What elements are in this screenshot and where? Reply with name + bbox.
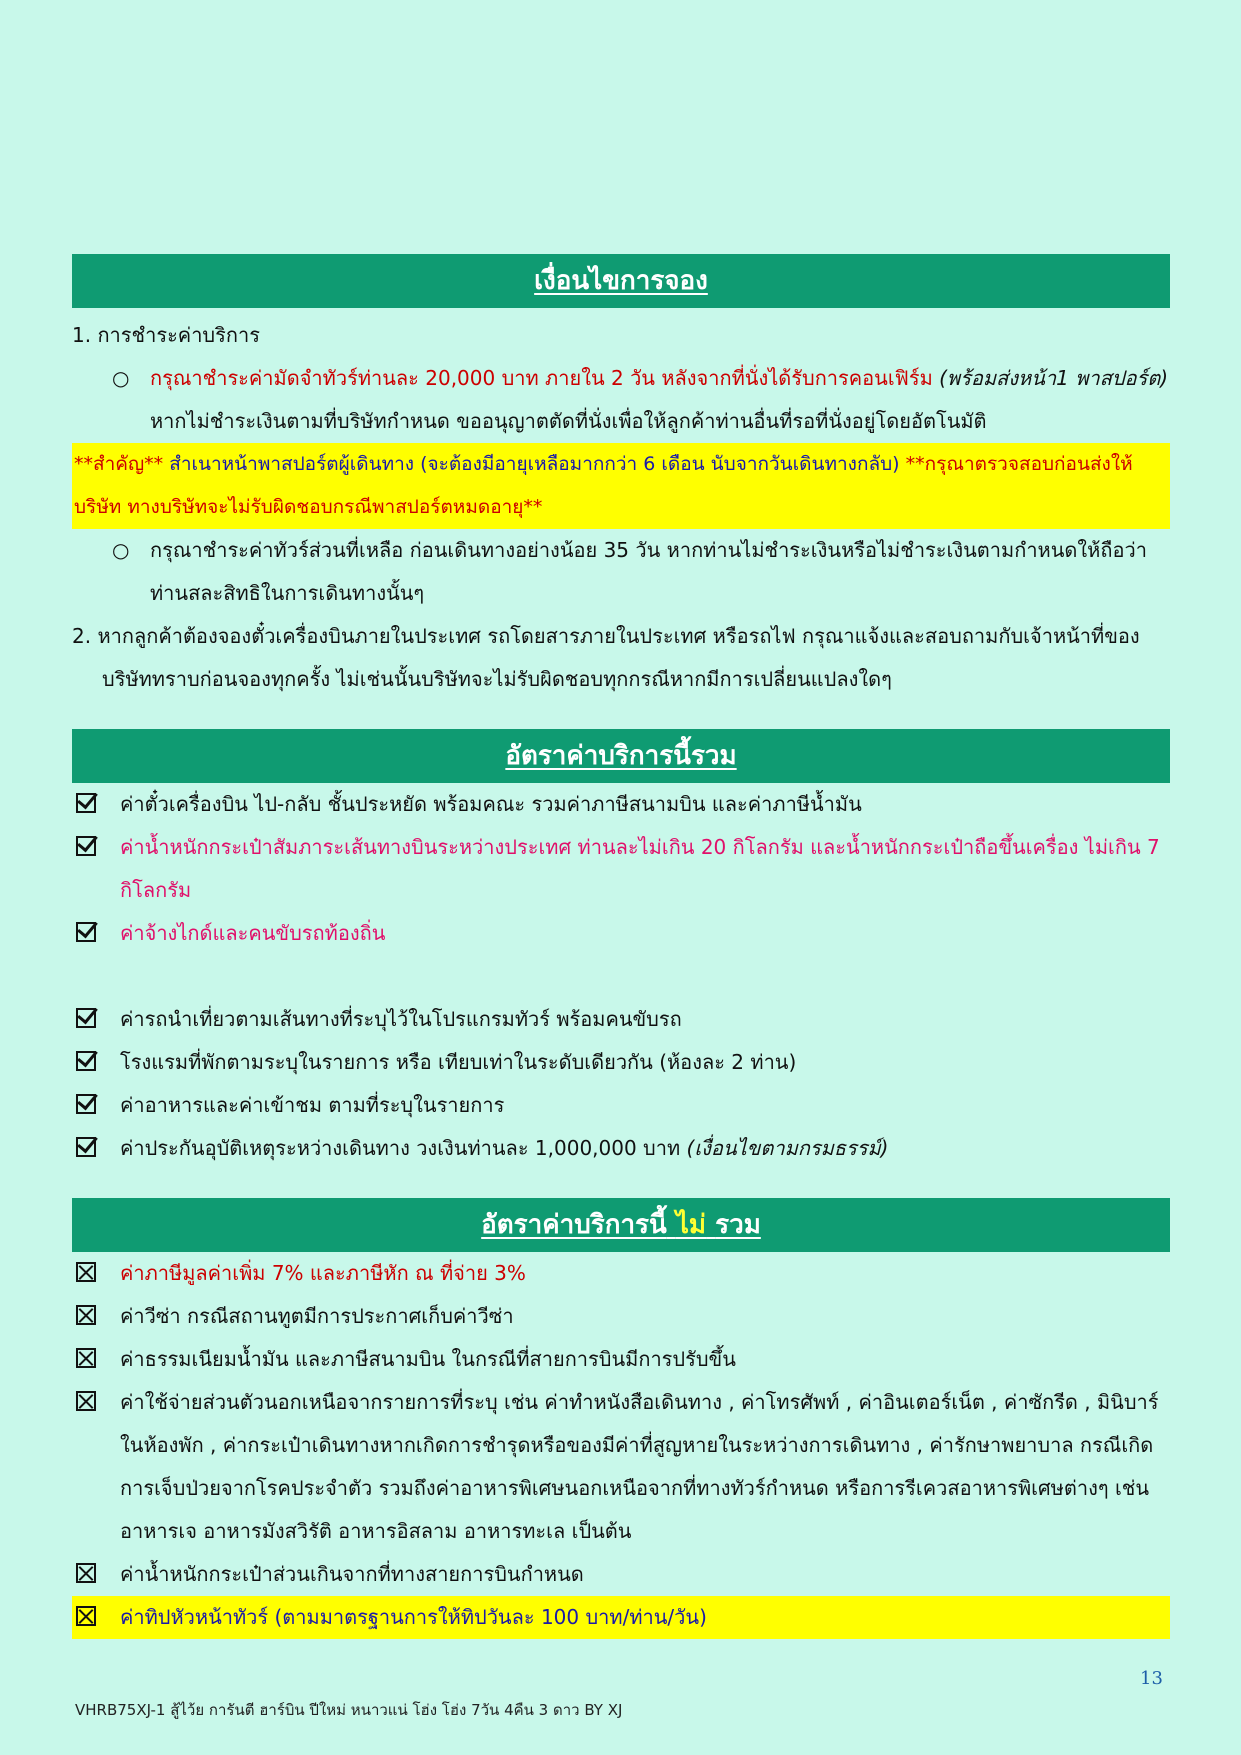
included-item: ค่าประกันอุบัติเหตุระหว่างเดินทาง วงเงินท่านละ 1,000,000 บาท (เงื่อนไขตามกรมธรรม์) bbox=[72, 1127, 1170, 1170]
checkbox-crossed-icon bbox=[76, 1391, 96, 1411]
checkbox-checked-icon bbox=[76, 1008, 96, 1028]
excluded-item: ค่าวีซ่า กรณีสถานทูตมีการประกาศเก็บค่าวีซ่า bbox=[72, 1295, 1170, 1338]
included-item: ค่ารถนำเที่ยวตามเส้นทางที่ระบุไว้ในโปรแกรมทัวร์ พร้อมคนขับรถ bbox=[72, 998, 1170, 1041]
circle-bullet-icon: ○ bbox=[112, 366, 130, 390]
booking-conditions-header: เงื่อนไขการจอง bbox=[72, 254, 1170, 308]
checkbox-crossed-icon bbox=[76, 1262, 96, 1282]
checkbox-checked-icon bbox=[76, 1137, 96, 1157]
excluded-item: ค่าภาษีมูลค่าเพิ่ม 7% และภาษีหัก ณ ที่จ่าย 3% bbox=[72, 1252, 1170, 1295]
excluded-item: ค่าธรรมเนียมน้ำมัน และภาษีสนามบิน ในกรณีที่สายการบินมีการปรับขึ้น bbox=[72, 1338, 1170, 1381]
included-item: ค่าน้ำหนักกระเป๋าสัมภาระเส้นทางบินระหว่างประเทศ ท่านละไม่เกิน 20 กิโลกรัม และน้ำหนักกระเป๋าถือขึ้นเครื่อง ไม่เกิน 7 กิโลกรัม bbox=[72, 826, 1170, 912]
excluded-item: ค่าใช้จ่ายส่วนตัวนอกเหนือจากรายการที่ระบุ เช่น ค่าทำหนังสือเดินทาง , ค่าโทรศัพท์ , ค่าอินเตอร์เน็ต , ค่าซักรีด , มินิบาร์ในห้องพัก , ค่ากระเป๋าเดินทางหากเกิดการชำรุดหรือของมีค่าที่สูญหายในระหว่างการเดินทาง , ค่ารักษาพยาบาล กรณีเกิดการเจ็บป่วยจากโรคประจำตัว รวมถึงค่าอาหารพิเศษนอกเหนือจากที่ทางทัวร์กำหนด หรือการรีเควสอาหารพิเศษต่างๆ เช่น อาหารเจ อาหารมังสวิรัติ อาหารอิสลาม อาหารทะเล เป็นต้น bbox=[72, 1381, 1170, 1553]
checkbox-crossed-icon bbox=[76, 1305, 96, 1325]
checkbox-crossed-icon bbox=[76, 1563, 96, 1583]
included-item: ค่าตั๋วเครื่องบิน ไป-กลับ ชั้นประหยัด พร้อมคณะ รวมค่าภาษีสนามบิน และค่าภาษีน้ำมัน bbox=[72, 783, 1170, 826]
checkbox-checked-icon bbox=[76, 922, 96, 942]
footer-text: VHRB75XJ-1 สู้ไว้ย การันตี ฮาร์บิน ปีใหม่ หนาวแน่ โฮ่ง โฮ่ง 7วัน 4คืน 3 ดาว BY XJ bbox=[75, 1701, 623, 1719]
checkbox-checked-icon bbox=[76, 1051, 96, 1071]
balance-bullet: ○ กรุณาชำระค่าทัวร์ส่วนที่เหลือ ก่อนเดินทางอย่างน้อย 35 วัน หากท่านไม่ชำระเงินหรือไม่ชำระเงินตามกำหนดให้ถือว่าท่านสละสิทธิในการเดินทางนั้นๆ bbox=[72, 529, 1170, 615]
page-number: 13 bbox=[1140, 1668, 1163, 1689]
deposit-bullet: ○ กรุณาชำระค่ามัดจำทัวร์ท่านละ 20,000 บาท ภายใน 2 วัน หลังจากที่นั่งได้รับการคอนเฟิร์ม (พร้อมส่งหน้า1 พาสปอร์ต) หากไม่ชำระเงินตามที่บริษัทกำหนด ขออนุญาตตัดที่นั่งเพื่อให้ลูกค้าท่านอื่นที่รอที่นั่งอยู่โดยอัตโนมัติ bbox=[72, 357, 1170, 443]
document-page bbox=[72, 254, 1170, 1639]
checkbox-crossed-icon bbox=[76, 1606, 96, 1626]
included-item: โรงแรมที่พักตามระบุในรายการ หรือ เทียบเท่าในระดับเดียวกัน (ห้องละ 2 ท่าน) bbox=[72, 1041, 1170, 1084]
included-item: ค่าอาหารและค่าเข้าชม ตามที่ระบุในรายการ bbox=[72, 1084, 1170, 1127]
checkbox-checked-icon bbox=[76, 836, 96, 856]
passport-important-note: **สำคัญ** สำเนาหน้าพาสปอร์ตผู้เดินทาง (จะต้องมีอายุเหลือมากกว่า 6 เดือน นับจากวันเดินทางกลับ) **กรุณาตรวจสอบก่อนส่งให้บริษัท ทางบริษัทจะไม่รับผิดชอบกรณีพาสปอร์ตหมดอายุ** bbox=[72, 443, 1170, 529]
domestic-booking-note: 2. หากลูกค้าต้องจองตั๋วเครื่องบินภายในประเทศ รถโดยสารภายในประเทศ หรือรถไฟ กรุณาแจ้งและสอบถามกับเจ้าหน้าที่ของบริษัททราบก่อนจองทุกครั้ง ไม่เช่นนั้นบริษัทจะไม่รับผิดชอบทุกกรณีหากมีการเปลี่ยนแปลงใดๆ bbox=[72, 624, 1140, 691]
payment-heading: 1. การชำระค่าบริการ bbox=[72, 323, 260, 347]
checkbox-checked-icon bbox=[76, 1094, 96, 1114]
excluded-header: อัตราค่าบริการนี้ ไม่ รวม bbox=[72, 1198, 1170, 1252]
checkbox-crossed-icon bbox=[76, 1348, 96, 1368]
checkbox-checked-icon bbox=[76, 793, 96, 813]
spacer bbox=[72, 955, 1170, 998]
included-item: ค่าจ้างไกด์และคนขับรถท้องถิ่น bbox=[72, 912, 1170, 955]
excluded-item-tip: ค่าทิปหัวหน้าทัวร์ (ตามมาตรฐานการให้ทิปวันละ 100 บาท/ท่าน/วัน) bbox=[72, 1596, 1170, 1639]
included-header: อัตราค่าบริการนี้รวม bbox=[72, 729, 1170, 783]
circle-bullet-icon: ○ bbox=[112, 538, 130, 562]
excluded-item: ค่าน้ำหนักกระเป๋าส่วนเกินจากที่ทางสายการบินกำหนด bbox=[72, 1553, 1170, 1596]
